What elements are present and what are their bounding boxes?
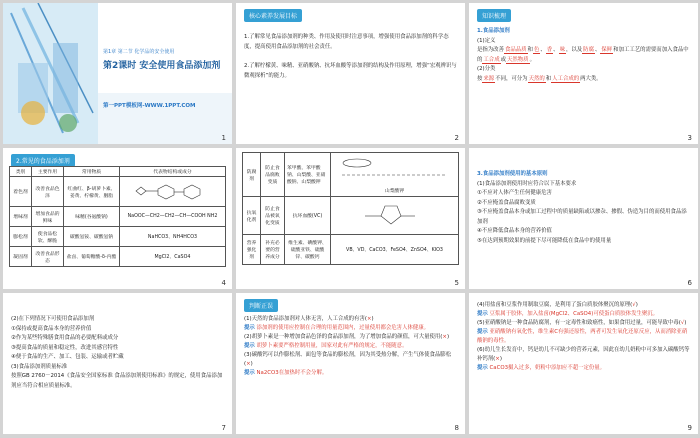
text: ) <box>250 361 253 367</box>
definition-text <box>477 46 690 65</box>
slide-7[interactable] <box>3 293 232 434</box>
additive-table <box>9 166 226 267</box>
slide-number: 3 <box>687 134 692 142</box>
table-row <box>243 235 459 265</box>
text: ) <box>684 320 687 326</box>
cell: 抗坏血酸(VC) <box>285 197 331 235</box>
blank: 天然物质 <box>507 56 529 63</box>
cell: 增加食品的鲜味 <box>32 207 64 227</box>
hint <box>477 310 690 319</box>
true-false-block <box>477 301 690 373</box>
subheading: (2)分类 <box>477 66 496 72</box>
slide-2[interactable] <box>236 3 465 144</box>
slide-4[interactable] <box>3 148 232 289</box>
list-item: ⑤在达到预期效果的前提下尽可能降低在食品中的使用量 <box>477 237 612 244</box>
list-item: ③提高食品的质量和稳定性，改进其感官特性 <box>11 344 119 351</box>
blank: 来源 <box>483 75 495 82</box>
cell: MgCl2、CaSO4 <box>120 247 226 267</box>
cell: 防腐剂 <box>243 153 261 197</box>
text: (5)亚硝酸钠是一种食品防腐剂，有一定毒性和致癌性，如果食用过量，可能导致中毒( <box>477 320 681 326</box>
blank: 天然的 <box>528 75 545 82</box>
text: (2)胡萝卜素是一种增加食品色泽的食品添加剂，为了增加食品的颜值，可大量使用( <box>244 334 443 340</box>
cell: VB、VD、CaCO3、FeSO4、ZnSO4、KIO3 <box>331 235 459 265</box>
cell: 增味剂 <box>10 207 32 227</box>
slide-1[interactable] <box>3 3 232 144</box>
text: ) <box>499 356 502 362</box>
cell: NaOOC—CH2—CH2—CH—COOH NH2 <box>120 207 226 227</box>
heading: 1.食品添加剂 <box>477 28 510 34</box>
list-item: ①不应对人体产生任何健康危害 <box>477 190 552 196</box>
header-cell: 常用物质 <box>64 167 120 177</box>
slide-3[interactable] <box>469 3 698 144</box>
list-item: (2)在下列情况下可使用食品添加剂 <box>11 316 95 322</box>
hint-text: CaCO3摄入过多，奶粉中添加应不超一定份量。 <box>489 365 606 371</box>
vitamin-c-structure <box>345 200 445 230</box>
cell: 改善食品色泽 <box>32 177 64 207</box>
preservative-structure <box>337 155 452 185</box>
blank: 食品品质 <box>504 47 527 53</box>
cell: 苯甲酸、苯甲酸钠、山梨酸、亚硝酸钠、山梨酸钾 <box>285 153 331 197</box>
text: (1)天然的食品添加剂对人体无害，人工合成的有害( <box>244 316 367 322</box>
slide-5[interactable] <box>236 148 465 289</box>
list-item: ①保持或提高食品本身的营养价值 <box>11 325 92 332</box>
cell: 防止食品被氧化变质 <box>261 197 285 235</box>
table-row <box>243 153 459 197</box>
hint <box>244 324 457 333</box>
text: 是指为改善 <box>477 47 504 53</box>
definition-block <box>477 27 690 84</box>
hint-text: 亚硝酸钠有氧化性，维生素C有强还原性，两者可发生氧化还原反应，从而消除亚硝酸钠的毒性。 <box>477 329 688 344</box>
classification-text <box>477 75 690 85</box>
principles-block <box>477 170 690 246</box>
additive-table-continued <box>242 152 459 265</box>
section-tag: 核心素养发展目标 <box>244 9 302 22</box>
hint-label: 提示 <box>244 343 255 349</box>
list-item: ③不应掩盖食品本身或加工过程中的质量缺陷或以掺杂、掺假、伪造为目的而使用食品添加剂 <box>477 209 687 225</box>
structure-cell <box>331 197 459 235</box>
section-tag: 2.常见的食品添加剂 <box>11 154 75 167</box>
blank: 人工合成的 <box>552 75 580 82</box>
answer-mark: √ <box>680 320 685 326</box>
blank: 防腐 <box>583 47 594 53</box>
text: 和 <box>545 75 552 82</box>
slide-9[interactable] <box>469 293 698 434</box>
text: ) <box>446 334 450 340</box>
cell: 红曲红、β-胡萝卜素、姜黄、柠檬黄、胭脂 <box>64 177 120 207</box>
cell: 使食品松软、酥脆 <box>32 227 64 247</box>
hint-text: 添加剂的使用应控制在合理的用量范围内，过量使用都会危害人体健康。 <box>256 325 430 331</box>
question <box>477 319 690 328</box>
list-item: (3)食品添加剂质量标准 <box>11 363 68 370</box>
cell: NaHCO3、NH4HCO3 <box>120 227 226 247</box>
header-cell: 类别 <box>10 167 32 177</box>
heading: 3.食品添加剂使用的基本原则 <box>477 171 548 177</box>
slide-number: 2 <box>454 134 459 142</box>
true-false-block <box>244 315 457 378</box>
slide-number: 6 <box>687 279 692 287</box>
hint-label: 提示 <box>244 370 255 376</box>
blank: 保鲜 <box>601 47 613 53</box>
hint-label: 提示 <box>477 311 488 317</box>
hint <box>477 328 690 346</box>
table-row <box>10 207 226 227</box>
slide-title: 第2课时 安全使用食品添加剂 <box>103 61 221 71</box>
list-item: ④不应降低食品本身的营养价值 <box>477 228 552 234</box>
cell: 抗氧化剂 <box>243 197 261 235</box>
hint-text: Na2CO3在加热时不会分解。 <box>256 370 328 376</box>
hint <box>244 369 457 378</box>
text: 。 <box>529 56 535 63</box>
answer-mark: × <box>442 334 447 340</box>
slide-number: 7 <box>221 424 226 432</box>
title-background-graphic <box>3 3 232 144</box>
text: (4)用盐卤和豆浆作用制取豆腐，是利用了蛋白质胶体聚沉的原理( <box>477 302 633 308</box>
table-row <box>10 227 226 247</box>
objective-2: 2.了解柠檬黄、味精、亚硝酸钠、抗坏血酸等添加剂的结构及作用原理，增强“宏观辨识与微观探析”的能力。 <box>244 63 457 79</box>
answer-mark: × <box>246 361 251 367</box>
text: 和加工工艺的需要而加入食品中的 <box>477 47 689 63</box>
table-row <box>10 177 226 207</box>
cell: 营养强化剂 <box>243 235 261 265</box>
table-row <box>243 197 459 235</box>
slide-number: 5 <box>454 279 459 287</box>
usage-block <box>11 315 224 391</box>
text: 两大类。 <box>580 75 602 82</box>
text: 按 <box>477 75 483 82</box>
cell: 改善食品形态 <box>32 247 64 267</box>
text: (6)幼儿生长发育中，钙是幼儿不可缺少的营养元素，因此在幼儿奶粉中可多加入碳酸钙等补钙剂( <box>477 347 690 362</box>
table-header-row <box>10 167 226 177</box>
hint-label: 提示 <box>477 365 488 371</box>
hint-label: 提示 <box>477 329 488 335</box>
structure-cell <box>120 177 226 207</box>
paragraph: (1)食品添加剂使用时应符合以下基本要求 <box>477 180 577 187</box>
text: ) <box>371 316 374 322</box>
footer-url: 第一PPT模板网-WWW.1PPT.COM <box>103 103 196 109</box>
cell: 盐卤、葡萄糖酸-δ-内酯 <box>64 247 120 267</box>
slide-8[interactable] <box>236 293 465 434</box>
list-item: ②不应掩盖食品腐败变质 <box>477 199 536 206</box>
text: 、 <box>553 47 559 53</box>
hint <box>477 364 690 373</box>
answer-mark: × <box>495 356 500 362</box>
list-item: ④便于食品的生产、加工、包装、运输或者贮藏 <box>11 354 124 360</box>
text: 、 <box>594 47 601 53</box>
table-row <box>10 247 226 267</box>
structure-cell <box>331 153 459 197</box>
cell: 维生素、碘酸钾、硫酸亚铁、硫酸锌、碳酸钙 <box>285 235 331 265</box>
cell: 碳酸氢铵、碳酸氢钠 <box>64 227 120 247</box>
subheading: (1)定义 <box>477 37 496 44</box>
text: ) <box>635 302 638 308</box>
question <box>244 315 457 324</box>
slide-number: 4 <box>221 279 226 287</box>
header-cell: 主要作用 <box>32 167 64 177</box>
question <box>477 346 690 364</box>
section-tag: 知识梳理 <box>477 9 511 22</box>
cell: 防止食品腐败变质 <box>261 153 285 197</box>
cell: 膨松剂 <box>10 227 32 247</box>
question <box>244 333 457 342</box>
blank: 工合成 <box>483 56 500 63</box>
blank: 味 <box>559 47 565 53</box>
slide-6[interactable] <box>469 148 698 289</box>
objective-1: 1.了解常见食品添加剂的种类、作用及使用时注意事项，增强使用食品添加剂的科学态度，提高使用食品添加剂的社会责任。 <box>244 34 449 50</box>
cell: 凝固剂 <box>10 247 32 267</box>
hint-text: 豆浆属于胶体，加入盐卤(MgCl2、CaSO4)可使蛋白质胶体发生聚沉。 <box>489 311 659 317</box>
blank: 香 <box>546 47 553 53</box>
hint-text: 胡萝卜素要严格控制用量，国家对此有严格的规定，不能随意。 <box>256 343 408 349</box>
question <box>477 301 690 310</box>
structure-caption: 山梨酸钾 <box>384 189 405 194</box>
answer-mark: × <box>366 316 372 322</box>
text: 不同，可分为 <box>495 75 528 82</box>
list-item: 按照GB 2760－2014《食品安全国家标准 食品添加剂使用标准》的规定，使用食品添加剂应当符合相应质量标准。 <box>11 373 223 389</box>
hint <box>244 342 457 351</box>
header-cell: 代表物结构或成分 <box>120 167 226 177</box>
slide-number: 9 <box>687 424 692 432</box>
cell: 补充必要的营养成分 <box>261 235 285 265</box>
blank: 色 <box>533 47 540 53</box>
answer-mark: √ <box>632 302 636 308</box>
text: 或 <box>500 56 506 63</box>
lemon-yellow-structure <box>128 179 218 203</box>
slide-number: 8 <box>454 424 459 432</box>
cell: 味精(谷氨酸钠) <box>64 207 120 227</box>
slide-number: 1 <box>221 134 226 142</box>
text: 、 <box>540 47 546 53</box>
text: (3)碳酸钙可以作膨松剂、面包等食品的膨松剂，因为其受热分解，产生气体使食品膨松( <box>244 352 452 367</box>
cell: 着色剂 <box>10 177 32 207</box>
hint-label: 提示 <box>244 325 255 331</box>
list-item: ②作为某些特殊膳食用食品的必要配料或成分 <box>11 335 119 341</box>
text: ，以及 <box>565 47 583 53</box>
text: 和 <box>527 47 533 53</box>
section-tag: 判断正误 <box>244 299 278 312</box>
chapter-meta: 第1章 第二节 化学品的安全使用 <box>103 49 175 55</box>
question <box>244 351 457 369</box>
